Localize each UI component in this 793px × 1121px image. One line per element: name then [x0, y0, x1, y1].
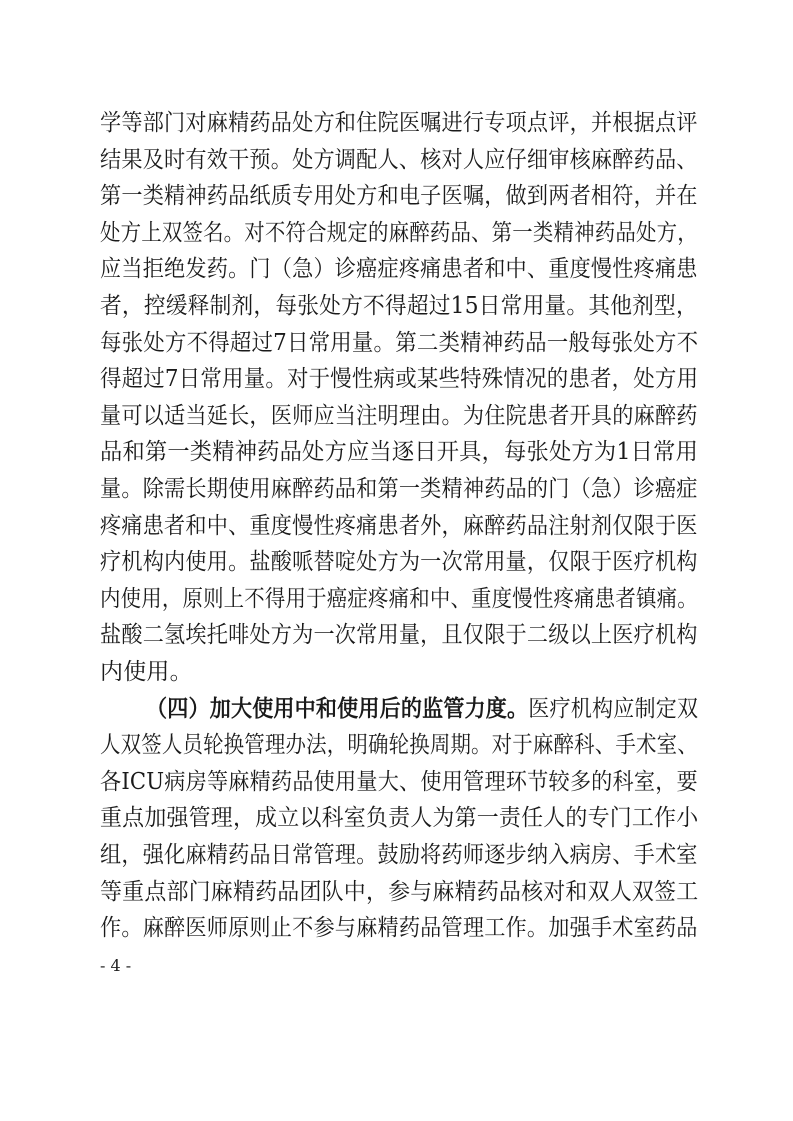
- paragraph-line: 组，强化麻精药品日常管理。鼓励将药师逐步纳入病房、手术室: [100, 842, 698, 868]
- paragraph-line: 每张处方不得超过7日常用量。第二类精神药品一般每张处方不: [100, 329, 699, 356]
- section-four-first-line: [146, 694, 698, 724]
- paragraph-line: 处方上双签名。对不符合规定的麻醉药品、第一类精神药品处方，: [100, 219, 698, 246]
- paragraph-line: 应当拒绝发药。门（急）诊癌症疼痛患者和中、重度慢性疼痛患: [100, 256, 698, 283]
- paragraph-line: 内使用。: [100, 659, 193, 685]
- paragraph-line: 者，控缓释制剂，每张处方不得超过15日常用量。其他剂型，: [100, 293, 698, 319]
- section-four-heading: （四）加大使用中和使用后的监管力度。: [146, 694, 529, 722]
- page-number: - 4 -: [100, 955, 132, 975]
- paragraph-line: 第一类精神药品纸质专用处方和电子医嘱，做到两者相符，并在: [100, 183, 698, 210]
- paragraph-line: 量。除需长期使用麻醉药品和第一类精神药品的门（急）诊癌症: [100, 476, 698, 502]
- paragraph-line: 量可以适当延长，医师应当注明理由。为住院患者开具的麻醉药: [100, 402, 698, 429]
- paragraph-line: 疼痛患者和中、重度慢性疼痛患者外，麻醉药品注射剂仅限于医: [100, 512, 698, 539]
- paragraph-line: 学等部门对麻精药品处方和住院医嘱进行专项点评，并根据点评: [100, 110, 698, 136]
- paragraph-line: 作。麻醉医师原则止不参与麻精药品管理工作。加强手术室药品: [100, 915, 698, 942]
- paragraph-line: 内使用，原则上不得用于癌症疼痛和中、重度慢性疼痛患者镇痛。: [100, 585, 698, 612]
- paragraph-line: 结果及时有效干预。处方调配人、核对人应仔细审核麻醉药品、: [100, 146, 698, 173]
- paragraph-line: 盐酸二氢埃托啡处方为一次常用量，且仅限于二级以上医疗机构: [100, 622, 698, 649]
- paragraph-line: 得超过7日常用量。对于慢性病或某些特殊情况的患者，处方用: [100, 366, 699, 393]
- paragraph-line: 品和第一类精神药品处方应当逐日开具，每张处方为1日常用: [100, 439, 699, 466]
- section-four-first-line-text: 医疗机构应制定双: [528, 695, 699, 722]
- paragraph-line: 疗机构内使用。盐酸哌替啶处方为一次常用量，仅限于医疗机构: [100, 549, 698, 576]
- paragraph-line: 人双签人员轮换管理办法，明确轮换周期。对于麻醉科、手术室、: [100, 732, 698, 759]
- paragraph-line: 各ICU病房等麻精药品使用量大、使用管理环节较多的科室，要: [100, 768, 698, 795]
- paragraph-line: 等重点部门麻精药品团队中，参与麻精药品核对和双人双签工: [100, 878, 699, 905]
- paragraph-line: 重点加强管理，成立以科室负责人为第一责任人的专门工作小: [100, 805, 699, 832]
